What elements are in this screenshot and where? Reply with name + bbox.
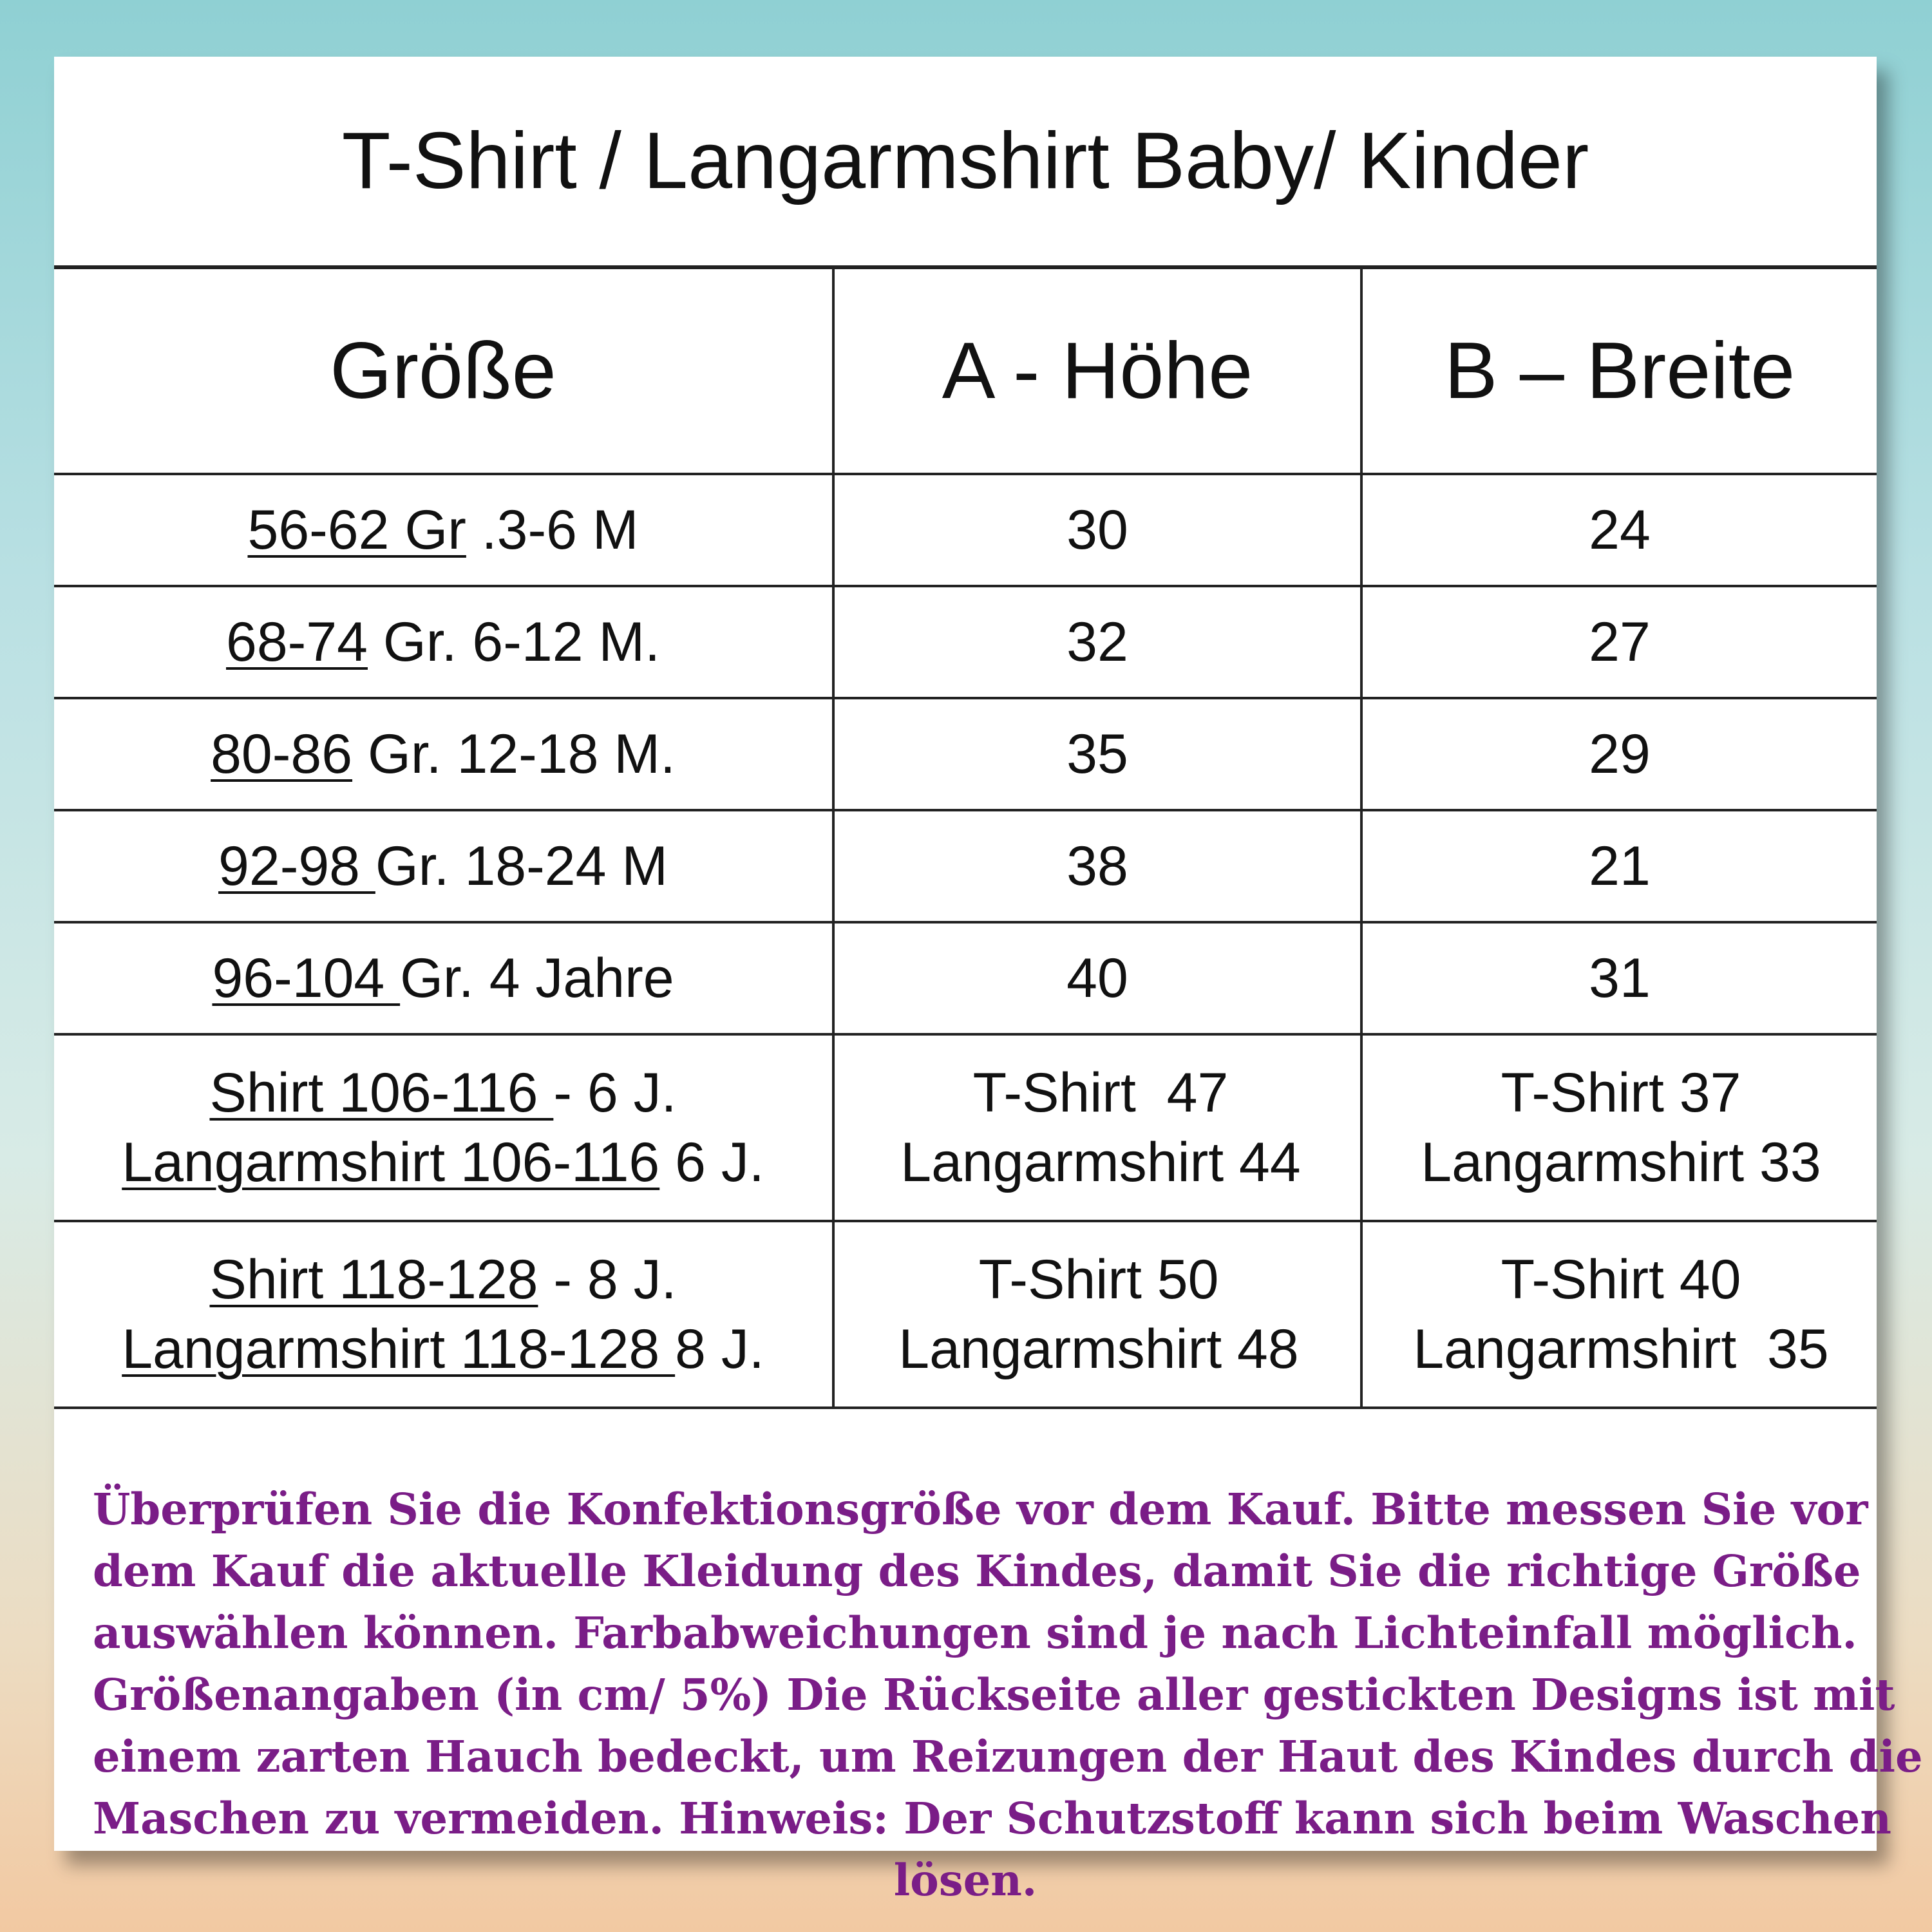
width-cell: 31 [1361,922,1877,1034]
notice-line: Maschen zu vermeiden. Hinweis: Der Schutzstoff kann sich beim Waschen [93,1793,1891,1844]
size-age: 6 J. [659,1132,764,1193]
size-notice [54,1479,1923,1906]
size-age: 8 J. [675,1318,764,1380]
height-cell: 35 [833,698,1361,810]
width-cell: 24 [1361,474,1877,586]
size-age: - 8 J. [538,1249,677,1311]
chart-title: T-Shirt / Langarmshirt Baby/ Kinder [54,57,1877,268]
size-age: Gr. 12-18 M. [352,723,676,785]
table-row [54,1221,1877,1408]
size-age: Gr. 6-12 M. [367,611,660,673]
notice-line: auswählen können. Farbabweichungen sind je nach Lichteinfall möglich. [93,1607,1857,1658]
width-cell: 29 [1361,698,1877,810]
size-cell [54,922,833,1034]
height-cell: 30 [833,474,1361,586]
size-age: .3-6 M [466,498,639,561]
size-age: Gr. 4 Jahre [400,947,674,1009]
size-cell [54,474,833,586]
size-range: 96-104 [212,947,401,1009]
height-cell [833,1221,1361,1408]
height-tshirt: T-Shirt 50 [978,1249,1219,1311]
width-tshirt: T-Shirt 40 [1501,1249,1741,1311]
height-longsleeve: Langarmshirt 48 [898,1318,1299,1380]
height-cell [833,1034,1361,1221]
notice-line: Größenangaben (in cm/ 5%) Die Rückseite aller gestickten Designs ist mit [93,1669,1895,1720]
table-row [54,922,1877,1034]
size-cell [54,1221,833,1408]
size-range: Shirt 106-116 [209,1062,554,1124]
size-range: Langarmshirt 106-116 [122,1132,660,1193]
header-width: B – Breite [1361,268,1877,474]
table-row [54,698,1877,810]
table-row [54,810,1877,922]
size-range: 56-62 Gr [247,498,466,561]
width-cell [1361,1221,1877,1408]
size-range: Shirt 118-128 [209,1249,538,1311]
height-longsleeve: Langarmshirt 44 [900,1132,1301,1193]
width-tshirt: T-Shirt 37 [1501,1062,1741,1124]
header-row [54,268,1877,474]
notice-line: einem zarten Hauch bedeckt, um Reizungen der Haut des Kindes durch die [93,1731,1923,1782]
width-cell: 27 [1361,586,1877,698]
header-size: Größe [54,268,833,474]
size-age: Gr. 18-24 M [375,835,668,897]
header-height: A - Höhe [833,268,1361,474]
notice-line: Überprüfen Sie die Konfektionsgröße vor dem Kauf. Bitte messen Sie vor [93,1484,1868,1535]
height-cell: 40 [833,922,1361,1034]
width-cell [1361,1034,1877,1221]
size-cell [54,586,833,698]
size-chart-card [54,57,1923,1906]
size-cell [54,810,833,922]
table-row [54,586,1877,698]
size-cell [54,698,833,810]
notice-line: dem Kauf die aktuelle Kleidung des Kindes, damit Sie die richtige Größe [93,1546,1861,1596]
width-cell: 21 [1361,810,1877,922]
size-range: Langarmshirt 118-128 [122,1318,676,1380]
height-tshirt: T-Shirt 47 [972,1062,1229,1124]
size-cell [54,1034,833,1221]
size-age: - 6 J. [553,1062,677,1124]
notice-line: lösen. [893,1855,1037,1906]
size-table [54,267,1877,1409]
width-longsleeve: Langarmshirt 33 [1421,1132,1821,1193]
size-range: 68-74 [226,611,368,673]
table-row [54,1034,1877,1221]
height-cell: 32 [833,586,1361,698]
size-range: 92-98 [218,835,375,897]
table-row [54,474,1877,586]
size-range: 80-86 [211,723,353,785]
height-cell: 38 [833,810,1361,922]
width-longsleeve: Langarmshirt 35 [1413,1318,1829,1380]
